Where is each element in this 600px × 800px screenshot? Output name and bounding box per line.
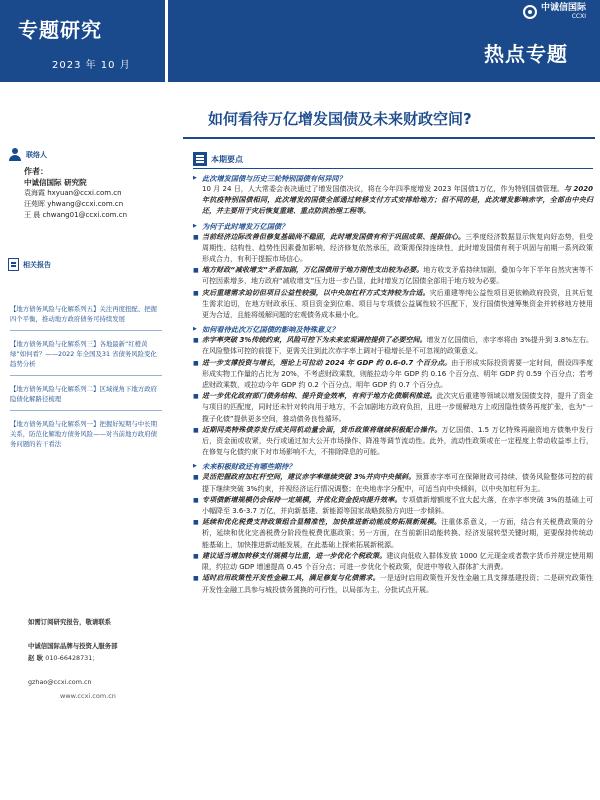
related-report-link[interactable]: 【地方债务风险与化解系列五】关注再度扭配、把握四个平衡，推动地方政府债务可持续发展 xyxy=(10,304,162,331)
header-divider xyxy=(165,0,168,82)
summary-paragraph xyxy=(193,425,593,459)
summary-paragraph xyxy=(193,517,593,551)
subscription-line: 如需订阅研究报告，敬请联系 xyxy=(28,618,112,626)
body-text: 专项债新增额度不宜大起大落，在赤字率突破 3%的基础上可小幅降至 3.6-3.7 万亿，并向新基建、新能源等国家战略鼓励方向进一步倾斜。 xyxy=(202,495,593,516)
list-icon xyxy=(193,152,207,166)
body-text: 预算赤字率可在保障财政可持续、债务风险整体可控的前提下继续突破 3%约束，并视经济运行情况调整；在央地赤字分配中，可适当向中央倾斜，以中央加杠杆为主。 xyxy=(202,473,594,493)
body-text: 万亿国债、1.5 万亿特殊再融资地方债集中发行后，资金面或收紧，央行或通过加大公开市场操作、降准等调节流动性。此外，流动性政策或在一定程度上带动收益率上行，在修复与化债约束下对市场影响不大，不排除降息的可能。 xyxy=(202,425,593,457)
body-text: 地方收支矛盾持续加剧，叠加今年下半年自然灾害等不可控因素增多，地方政府“减收增支”压力进一步凸显，此时增发万亿国债全部用于地方较为必要。 xyxy=(202,266,593,286)
body-text: 由于形成实际投资需要一定时间，假设四季度形成实物工作量的占比为 20%，不考虑财政乘数，则能拉动今年 GDP 约 0.16 个百分点、明年 GDP 约 0.59 个百分点；若考虑财政乘数，或拉动今年 GDP 约 0.2 个百分点、明年 GDP 约 0.7 个百分点。 xyxy=(202,358,594,390)
contact-heading xyxy=(8,148,47,162)
key-point-text: 专项债新增规模仍会保持一定规模，并优化资金投向提升效率。 xyxy=(202,495,402,504)
authors-label: 作者： xyxy=(24,167,48,176)
contact-phone: 010-66428731； xyxy=(45,654,99,662)
contact-email[interactable]: gzhao@ccxi.com.cn xyxy=(28,678,92,686)
header-left-band xyxy=(0,0,165,82)
section-heading: ▶ 如何看待此次万亿国债的影响及特殊意义？ xyxy=(193,324,593,335)
report-type: 专题研究 xyxy=(18,18,102,42)
key-point-text: 进一步优化政府部门债务结构、提升资金效率，有利于地方化债顺利推进。 xyxy=(202,392,437,401)
key-point-text: 赤字率突破 3%传统约束，风险可控下为未来宏观调控提供了必要空间。 xyxy=(202,336,427,345)
header-right-band xyxy=(165,0,600,82)
author-line[interactable]: 汪苑晖 yhwang@ccxi.com.cn xyxy=(24,200,124,208)
main-content xyxy=(175,82,600,800)
summary-paragraph xyxy=(193,335,593,357)
section-heading: ▶ 为何于此时增发万亿国债？ xyxy=(193,221,593,232)
logo-text-cn: 中诚信国际 xyxy=(540,3,586,13)
summary-paragraph xyxy=(193,265,593,287)
summary-paragraph xyxy=(193,573,593,595)
report-date: 2023 年 10 月 xyxy=(52,60,131,71)
summary-paragraph xyxy=(193,232,593,266)
summary-label: 本期要点 xyxy=(211,154,243,164)
key-point-text: 与 2020 年抗疫特别国债相同，此次增发的国债全部通过转移支付方式安排给地方；但不同的是，此次增发影响赤字，全部由中央归还，并主要用于灾后恢复重建、重点防洪治理工程等。 xyxy=(202,185,593,216)
contact-label: 联络人 xyxy=(26,151,47,159)
author-line[interactable]: 袁海霞 hxyuan@ccxi.com.cn xyxy=(24,189,122,197)
subscription-dept: 中诚信国际品牌与投资人服务部 xyxy=(28,642,118,650)
company-logo xyxy=(523,4,586,20)
summary-paragraph xyxy=(193,472,593,494)
body-text: 注重体系意义，一方面，结合有关税费政策的分析，延续和优化完善税费分阶段性税费优惠政策；另一方面，在当前新旧动能转换、经济发展转型关键时期，更要保持传统动能基础上，加快推进新动能发展，在此基础上探索拓展新税源。 xyxy=(202,518,593,549)
summary-heading xyxy=(193,152,243,166)
key-point-text: 灵活把握政府加杠杆空间，建议赤字率继续突破 3%并向中央倾斜。 xyxy=(202,473,416,482)
summary-divider xyxy=(193,168,593,169)
document-icon xyxy=(8,258,19,271)
person-icon xyxy=(8,148,22,162)
key-point-text: 当前经济边际改善但修复基础尚不稳固，此时增发国债有利于巩固成果、提振信心。 xyxy=(202,232,466,241)
body-text: 建议向低收入群体发放 1000 亿元现金或者数字货币并规定使用期限，约拉动 GDP 增速提高 0.45 个百分点；可进一步优化个税政策，促进中等收入群体扩大消费。 xyxy=(202,551,594,572)
logo-mark-icon xyxy=(523,5,537,19)
summary-paragraph xyxy=(193,184,593,218)
document-title: 如何看待万亿增发国债及未来财政空间? xyxy=(208,110,472,128)
section-heading: ▶ 未来积极财政还有哪些期待？ xyxy=(193,461,593,472)
summary-paragraph xyxy=(193,391,593,425)
related-reports-list xyxy=(10,304,162,463)
related-label: 相关报告 xyxy=(23,260,51,269)
body-text: 此次灾后重建等领域以增发国债支持，提升了资金与项目的匹配度，同时还未针对转向用于地方，不会加剧地方政府负担，且进一步缓解地方上或因隐性债务再度扩张，也为“一揽子化债”提供更多空间，推动债务良性循环。 xyxy=(202,392,594,423)
related-report-link[interactable]: 【地方债务风险与化解系列二】区域视角下地方政府隐债化解路径梳理 xyxy=(10,384,162,411)
body-text: 10 月 24 日，人大常委会表决通过了增发国债决议，将在今年四季度增发 2023 年国债1万亿，作为特别国债管理。 xyxy=(202,185,564,193)
key-point-text: 近期同类特殊债券发行成关同机动量会面，货币政策将继续积极配合操作。 xyxy=(202,425,442,434)
summary-body xyxy=(193,170,593,596)
summary-paragraph xyxy=(193,288,593,322)
related-heading xyxy=(8,258,51,271)
summary-paragraph xyxy=(193,495,593,517)
title-divider xyxy=(183,137,595,139)
key-point-text: 进一步支撑投资与增长，理论上可拉动 2024 年 GDP 约 0.6-0.7 个百分点。 xyxy=(202,358,452,367)
related-report-link[interactable]: 【地方债务风险与化解系列三】各地最新“红橙黄绿”如何看？——2022 年全国及31 省债务风险变化趋势分析 xyxy=(10,339,162,376)
body-text: 灾后重建等纯公益性项目更依赖政府投资，且其后复生需求迫切，在地方财政承压、项目资金到位难、项目与专项债公益属性较不匹配下，发行国债快速筹集资金并转移地方使用更为合适，且能将缓解问题的宏观债务成本最小化。 xyxy=(202,288,594,320)
summary-paragraph xyxy=(193,358,593,392)
author-line[interactable]: 王 晨 chwang01@ccxi.com.cn xyxy=(24,211,128,219)
key-point-text: 建议适当增加转移支付规模与比重，进一步优化个税政策。 xyxy=(202,551,387,560)
key-point-text: 延续和优化税费支持政策组合显精准性，加快推进新动能成势拓展新规模。 xyxy=(202,518,442,527)
authors-org: 中诚信国际 研究院 xyxy=(24,178,87,187)
body-text: 增发万亿国债后，赤字率将由 3%提升到 3.8%左右。在风险整体可控的前提下，更需关注到此次赤字率上调对于稳增长是不可忽视的政策意义。 xyxy=(202,336,593,356)
key-point-text: 灾后重建需求迫切但项目公益性较强，以中央加杠杆方式支持较为合适。 xyxy=(202,288,430,297)
body-text: 一是适时启用政策性开发性金融工具支撑基建投资；二是研究政策性开发性金融工具参与城投债务置换的可行性，以局部为主、分批试点开展。 xyxy=(202,574,594,594)
section-heading: ▶ 此次增发国债与历史三轮特别国债有何异同？ xyxy=(193,173,593,184)
logo-text-en: CCXI xyxy=(571,13,586,20)
body-text: 三季度经济数据显示恢复向好态势，但受周期性、结构性、趋势性因素叠加影响，经济修复依然承压，政策需保持连续性，此时增发国债有利于巩固与前期一系列政策形成合力，有利于提振市场信心。 xyxy=(202,232,594,264)
summary-paragraph xyxy=(193,551,593,573)
footer-url[interactable]: www.ccxi.com.cn xyxy=(60,692,116,700)
key-point-text: 适时启用政策性开发性金融工具，满足修复与化债需求。 xyxy=(202,574,380,583)
authors-block xyxy=(24,166,164,221)
key-point-text: 地方财政“减收增支”矛盾加剧，万亿国债用于地方刚性支出较为必要。 xyxy=(202,266,424,275)
subscription-info xyxy=(28,616,162,688)
contact-name: 赵 耿 xyxy=(28,654,44,662)
related-report-link[interactable]: 【地方债务风险与化解系列一】把握好短期与中长期关系，防范化解地方债务风险——对当前地方政府债务问题的若干看法 xyxy=(10,420,157,448)
report-topic: 热点专题 xyxy=(484,42,568,66)
